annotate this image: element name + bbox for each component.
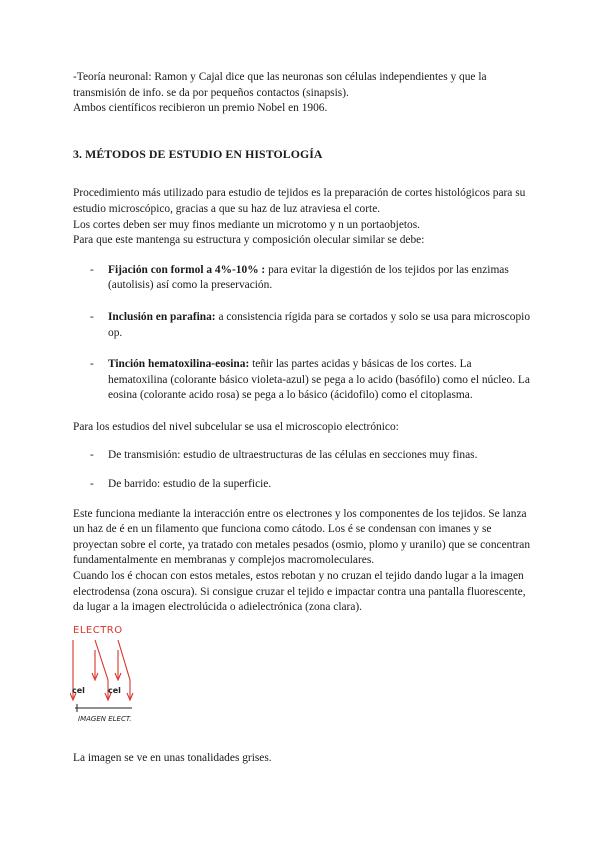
bullet-dash: - bbox=[90, 263, 94, 276]
list-item bbox=[73, 310, 533, 341]
microscope-type: De transmisión: estudio de ultraestructuras de las células en secciones muy finas. bbox=[108, 448, 478, 461]
explanation-paragraph-2: Cuando los é chocan con estos metales, estos rebotan y no cruzan el tejido dando lugar a la imagen electrodensa (zona oscura). Si consigue cruzar el tejido e impactar contra una pantalla fluorescente, da lugar a la imagen electrolúcida o adielectrónica (zona clara). bbox=[73, 570, 526, 614]
section-title: 3. MÉTODOS DE ESTUDIO EN HISTOLOGÍA bbox=[73, 146, 323, 161]
subcellular-intro: Para los estudios del nivel subcelular se usa el microscopio electrónico: bbox=[73, 420, 399, 433]
closing-text: La imagen se ve en unas tonalidades grises. bbox=[73, 752, 272, 764]
cell-label-right: cel bbox=[108, 686, 121, 695]
section-paragraph-2: Los cortes deben ser muy finos mediante un microtomo y n un portaobjetos. bbox=[73, 218, 421, 231]
intro-block bbox=[73, 70, 533, 117]
list-item bbox=[73, 477, 533, 493]
bullet-dash: - bbox=[90, 448, 94, 461]
step-description: teñir las partes acidas y básicas de los cortes. La hematoxilina (colorante básico violeta-azul) se pega a lo acido (basófilo) como el núcleo. La eosina (colorante acido rosa) se pega a lo básico (ácidofilo) como el citoplasma. bbox=[108, 358, 530, 402]
step-term: Inclusión en parafina: bbox=[108, 310, 216, 323]
bullet-dash: - bbox=[90, 478, 94, 491]
list-item bbox=[73, 263, 533, 294]
cell-label-left: cel bbox=[72, 686, 85, 695]
explanation-paragraph-1: Este funciona mediante la interacción entre os electrones y los componentes de los tejidos. Se lanza un haz de é en un filamento que funciona como cátodo. Los é se condensan con imanes y se proyectan sobre el corte, ya tratado con metales pesados (osmio, plomo y uranilo) que se concentran fundamentalmente en membranas y complejos macromoleculares. bbox=[73, 507, 531, 567]
electron-sketch-diagram bbox=[70, 620, 150, 730]
section-paragraph-3: Para que este mantenga su estructura y composición olecular similar se debe: bbox=[73, 234, 425, 247]
microscope-types-list bbox=[73, 448, 533, 493]
list-item bbox=[73, 357, 533, 404]
sketch-title: ELECTRO bbox=[73, 625, 123, 636]
list-item bbox=[73, 448, 533, 464]
nobel-text: Ambos científicos recibieron un premio Nobel en 1906. bbox=[73, 102, 328, 115]
step-term: Tinción hematoxilina-eosina: bbox=[108, 358, 250, 371]
beam-arrow bbox=[95, 640, 108, 700]
step-description: a consistencia rígida para se cortados y solo se usa para microscopio op. bbox=[108, 310, 531, 339]
section-paragraph-1: Procedimiento más utilizado para estudio de tejidos es la preparación de cortes histológicos para su estudio microscópico, gracias a que su haz de luz atraviesa el corte. bbox=[73, 187, 526, 215]
step-description: para evitar la digestión de los tejidos por las enzimas (autolisis) así como la preservación. bbox=[108, 263, 509, 292]
document-page bbox=[73, 70, 533, 616]
microscope-type: De barrido: estudio de la superficie. bbox=[108, 478, 272, 491]
neuron-theory-text: -Teoría neuronal: Ramon y Cajal dice que las neuronas son células independientes y que la transmisión de info. se da por pequeños contactos (sinapsis). bbox=[73, 71, 487, 99]
step-term: Fijación con formol a 4%-10% : bbox=[108, 263, 266, 276]
bullet-dash: - bbox=[90, 310, 94, 323]
bullet-dash: - bbox=[90, 358, 94, 371]
sketch-caption: IMAGEN ELECT. bbox=[78, 715, 132, 723]
procedure-steps-list bbox=[73, 263, 533, 404]
